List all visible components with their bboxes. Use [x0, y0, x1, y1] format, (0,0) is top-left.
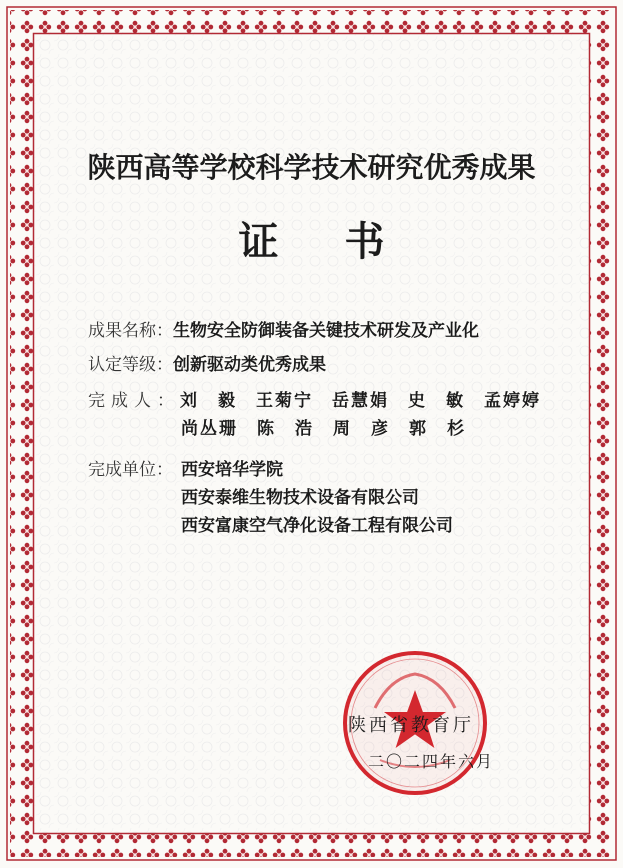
certificate-title: 陕西高等学校科学技术研究优秀成果 — [87, 151, 536, 184]
people-label: 完成人： — [88, 391, 180, 411]
unit-item: 西安培华学院 — [181, 460, 283, 480]
people-row-2 — [181, 414, 466, 439]
unit-item: 西安泰维生物技术设备有限公司 — [181, 488, 419, 508]
unit-item: 西安富康空气净化设备工程有限公司 — [181, 516, 453, 536]
issuer-name: 陕西省教育厅 — [348, 715, 474, 736]
units-row — [88, 455, 173, 480]
people-row — [88, 386, 541, 411]
achievement-name-label: 成果名称： — [88, 321, 173, 341]
grade-value: 创新驱动类优秀成果 — [173, 355, 326, 375]
certificate-subtitle: 证书 — [238, 218, 451, 265]
issue-date: 二〇二四年六月 — [368, 752, 495, 771]
grade-row — [88, 350, 326, 375]
units-label: 完成单位： — [88, 460, 173, 480]
achievement-name-value: 生物安全防御装备关键技术研发及产业化 — [173, 321, 479, 341]
people-line-1: 刘 毅 王菊宁 岳慧娟 史 敏 孟婷婷 — [180, 391, 541, 411]
grade-label: 认定等级： — [88, 355, 173, 375]
achievement-name-row — [88, 316, 479, 341]
people-line-2: 尚丛珊 陈 浩 周 彦 郭 杉 — [181, 419, 466, 439]
